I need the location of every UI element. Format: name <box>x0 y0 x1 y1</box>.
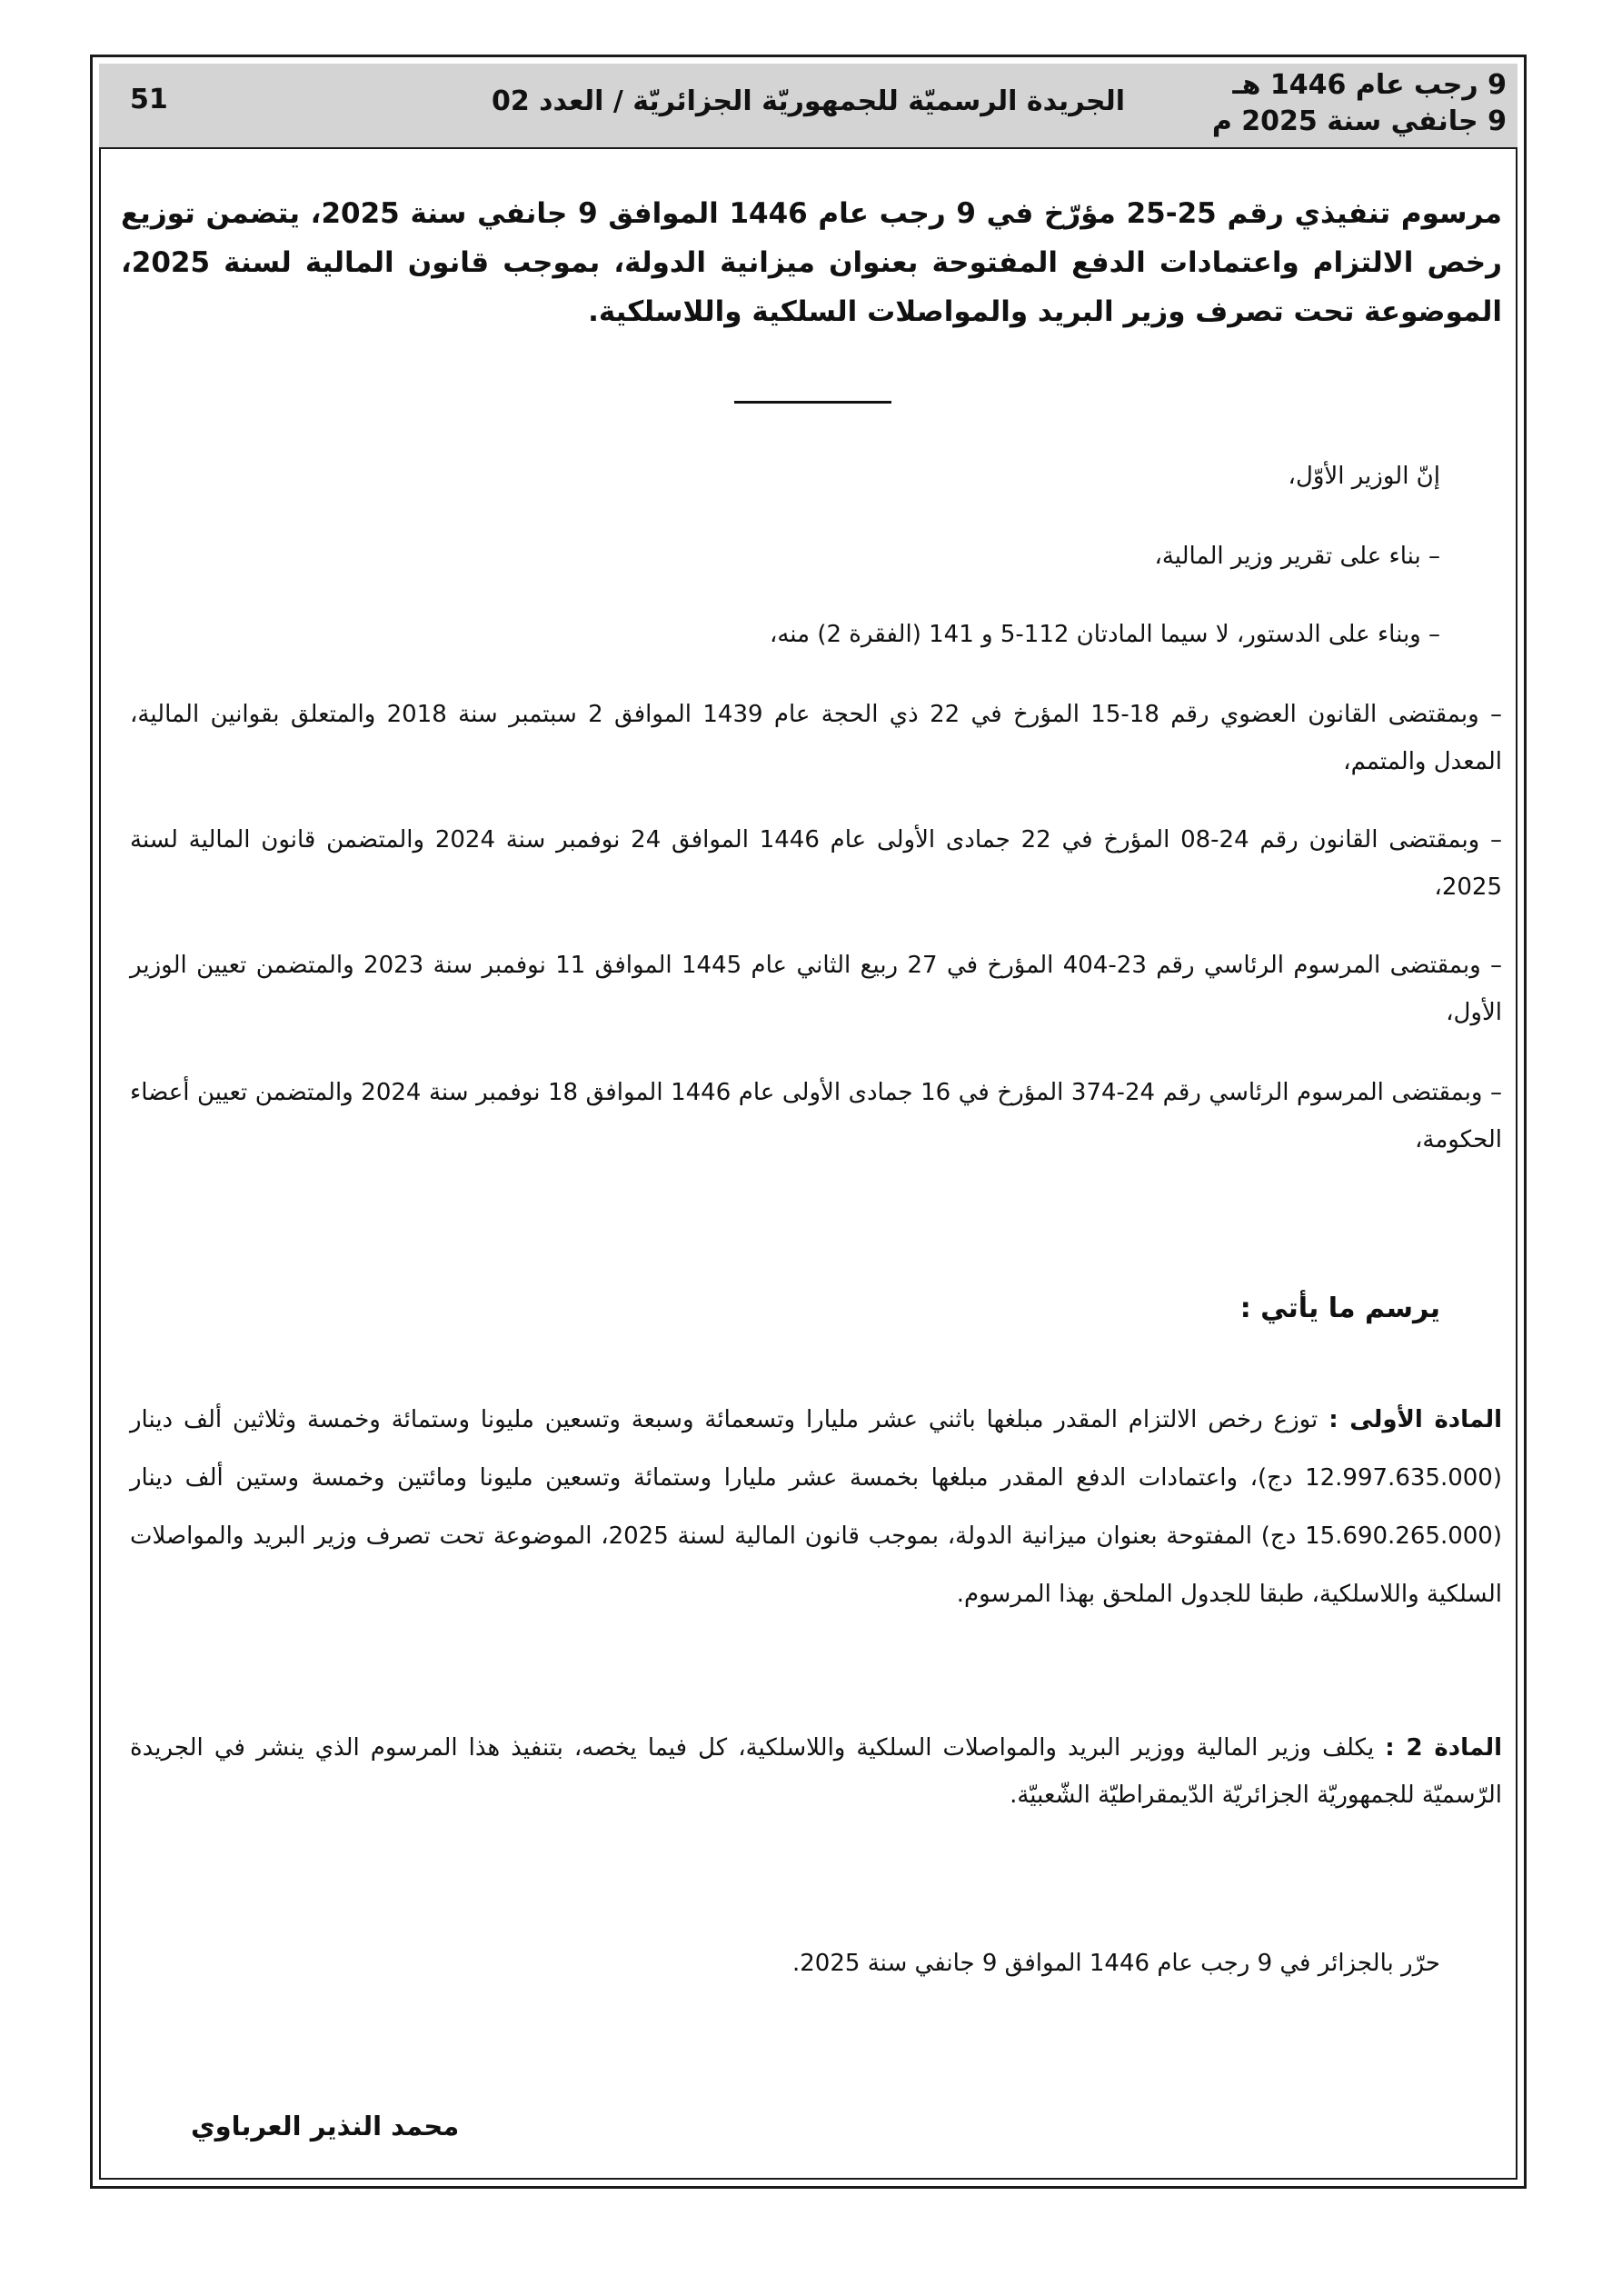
article-1-label: المادة الأولى : <box>1328 1406 1502 1433</box>
article-1-text: توزع رخص الالتزام المقدر مبلغها باثني عشر مليارا وتسعمائة وسبعة وتسعين مليونا وستمائة وخمسة وثلاثين ألف دينار (12.997.635.000 دج)، واعتمادات الدفع المقدر مبلغها بخمسة عشر مليارا وستمائة وتسعين مليونا ومائتين وخمسة وستين ألف دينار (15.690.265.000 دج) المفتوحة بعنوان ميزانية الدولة، بموجب قانون المالية لسنة 2025، الموضوعة تحت تصرف وزير البريد والمواصلات السلكية واللاسلكية، طبقا للجدول الملحق بهذا المرسوم. <box>130 1406 1502 1608</box>
signature-name: محمد النذير العرباوي <box>191 2111 460 2141</box>
article-2 <box>130 1724 1502 1819</box>
preamble-item: – وبمقتضى المرسوم الرئاسي رقم 24-374 المؤرخ في 16 جمادى الأولى عام 1446 الموافق 18 نوفمبر سنة 2024 والمتضمن تعيين أعضاء الحكومة، <box>130 1079 1503 1153</box>
article-1 <box>130 1391 1502 1623</box>
preamble-item: – بناء على تقرير وزير المالية، <box>1154 543 1440 570</box>
header-date-gregorian: 9 جانفي سنة 2025 م <box>1211 105 1507 137</box>
closing-statement: حرّر بالجزائر في 9 رجب عام 1446 الموافق 9 جانفي سنة 2025. <box>792 1950 1440 1977</box>
gazette-header <box>99 64 1518 149</box>
header-date-hijri: 9 رجب عام 1446 هـ <box>1232 69 1507 101</box>
preamble-item: – وبناء على الدستور، لا سيما المادتان 112-5 و 141 (الفقرة 2) منه، <box>769 621 1440 648</box>
header-title: الجريدة الرسميّة للجمهوريّة الجزائريّة / العدد 02 <box>491 85 1126 117</box>
preamble-item: – وبمقتضى القانون العضوي رقم 18-15 المؤرخ في 22 ذي الحجة عام 1439 الموافق 2 سبتمبر سنة 2018 والمتعلق بقوانين المالية، المعدل والمتمم، <box>130 701 1502 775</box>
page-number: 51 <box>130 84 168 115</box>
title-separator <box>734 401 891 404</box>
preamble-item: – وبمقتضى القانون رقم 24-08 المؤرخ في 22 جمادى الأولى عام 1446 الموافق 24 نوفمبر سنة 2024 والمتضمن قانون المالية لسنة 2025، <box>130 826 1502 901</box>
preamble-item: – وبمقتضى المرسوم الرئاسي رقم 23-404 المؤرخ في 27 ربيع الثاني عام 1445 الموافق 11 نوفمبر سنة 2023 والمتضمن تعيين الوزير الأول، <box>130 952 1502 1026</box>
decrees-heading: يرسم ما يأتي : <box>1239 1293 1440 1324</box>
article-2-text: يكلف وزير المالية ووزير البريد والمواصلات السلكية واللاسلكية، كل فيما يخصه، بتنفيذ هذا المرسوم الذي ينشر في الجريدة الرّسميّة للجمهوريّة الجزائريّة الدّيمقراطيّة الشّعبيّة. <box>130 1734 1502 1809</box>
article-2-label: المادة 2 : <box>1385 1734 1502 1762</box>
decree-title: مرسوم تنفيذي رقم 25-25 مؤرّخ في 9 رجب عام 1446 الموافق 9 جانفي سنة 2025، يتضمن توزيع رخص الالتزام واعتمادات الدفع المفتوحة بعنوان ميزانية الدولة، بموجب قانون المالية لسنة 2025، الموضوعة تحت تصرف وزير البريد والمواصلات السلكية واللاسلكية. <box>121 197 1503 328</box>
preamble-opening: إنّ الوزير الأوّل، <box>1288 463 1440 490</box>
